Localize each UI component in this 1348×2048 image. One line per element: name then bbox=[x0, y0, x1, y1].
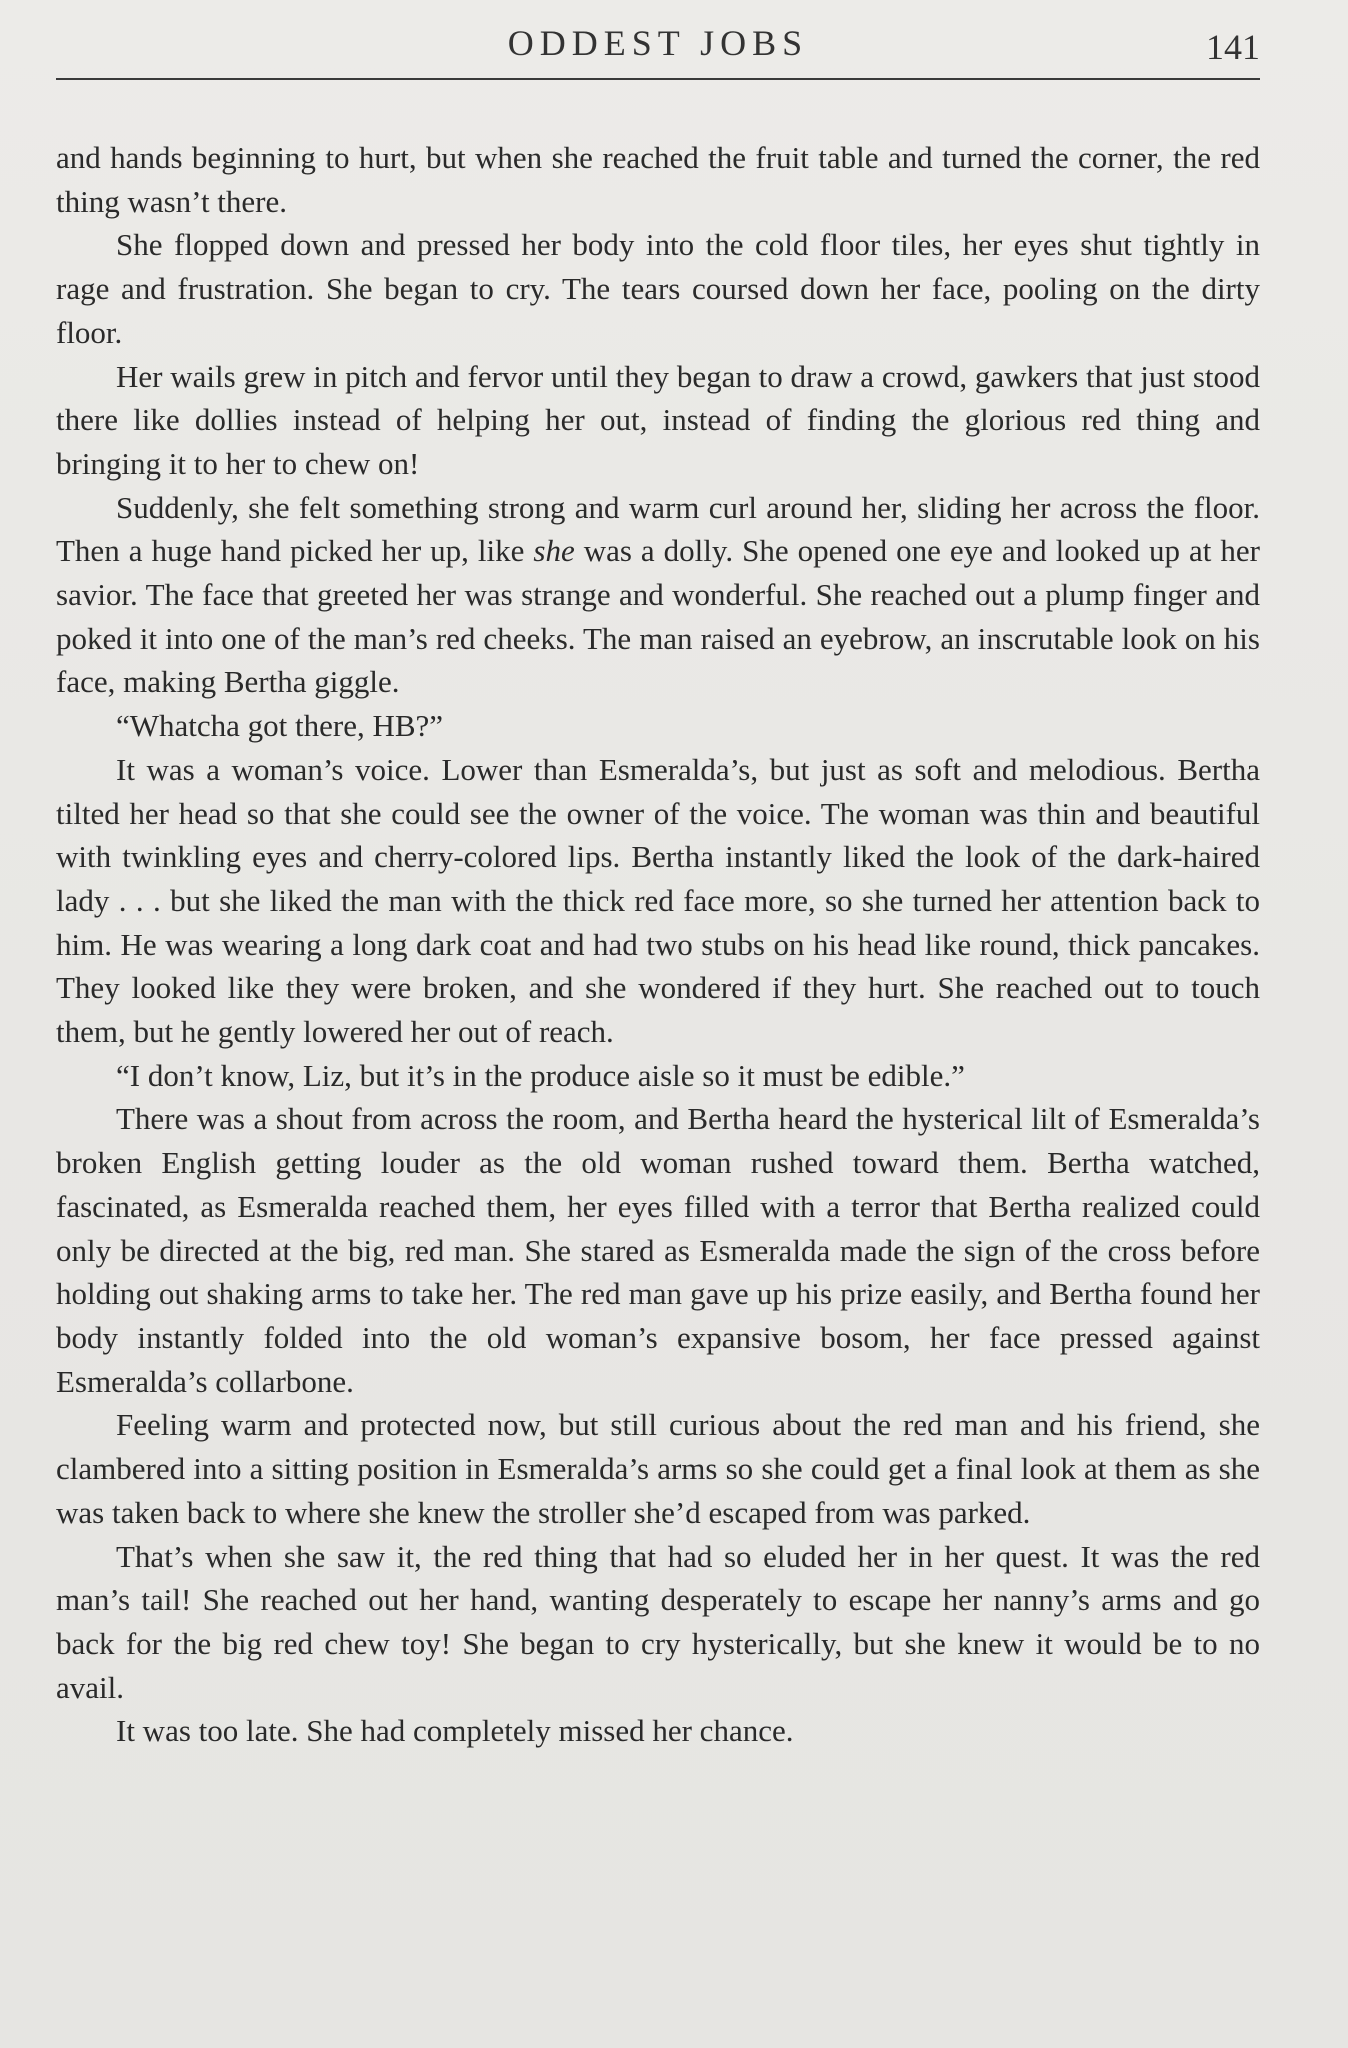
header-rule bbox=[56, 78, 1260, 80]
body-text bbox=[56, 136, 1260, 1753]
paragraph: It was too late. She had completely missed her chance. bbox=[116, 1713, 794, 1749]
paragraph: and hands beginning to hurt, but when she reached the fruit table and turned the corner, the red thing wasn’t there. bbox=[56, 140, 1260, 219]
paragraph: That’s when she saw it, the red thing that had so eluded her in her quest. It was the red man’s tail! She reached out her hand, wanting desperately to escape her nanny’s arms and go back for the big red chew toy! She began to cry hysterically, but she knew it would be to no avail. bbox=[56, 1538, 1260, 1705]
paragraph: Feeling warm and protected now, but still curious about the red man and his friend, she clambered into a sitting position in Esmeralda’s arms so she could get a final look at them as she was taken back to where she knew the stroller she’d escaped from was parked. bbox=[56, 1407, 1260, 1530]
running-head: ODDEST JOBS bbox=[507, 23, 809, 63]
paragraph: “Whatcha got there, HB?” bbox=[116, 708, 444, 744]
paragraph: There was a shout from across the room, and Bertha heard the hysterical lilt of Esmeralda’s broken English getting louder as the old woman rushed toward them. Bertha watched, fascinated, as Esmeralda reached them, her eyes filled with a terror that Bertha realized could only be directed at the big, red man. She stared as Esmeralda made the sign of the cross before holding out shaking arms to take her. The red man gave up his prize easily, and Bertha found her body instantly folded into the old woman’s expansive bosom, her face pressed against Esmeralda’s collarbone. bbox=[56, 1101, 1260, 1399]
paragraph: Her wails grew in pitch and fervor until they began to draw a crowd, gawkers that just stood there like dollies instead of helping her out, instead of finding the glorious red thing and bringing it to her to chew on! bbox=[56, 358, 1260, 481]
page-number: 141 bbox=[1206, 27, 1260, 67]
paragraph: She flopped down and pressed her body into the cold floor tiles, her eyes shut tightly in rage and frustration. She began to cry. The tears coursed down her face, pooling on the dirty floor. bbox=[56, 227, 1260, 350]
paragraph: “I don’t know, Liz, but it’s in the produce aisle so it must be edible.” bbox=[116, 1057, 965, 1093]
paragraph: Suddenly, she felt something strong and warm curl around her, sliding her across the floor. Then a huge hand picked her up, like she was a dolly. She opened one eye and looked up at her savior. The face that greeted her was strange and wonderful. She reached out a plump finger and poked it into one of the man’s red cheeks. The man raised an eyebrow, an inscrutable look on his face, making Bertha giggle. bbox=[56, 489, 1260, 700]
paragraph: It was a woman’s voice. Lower than Esmeralda’s, but just as soft and melodious. Bertha tilted her head so that she could see the owner of the voice. The woman was thin and beautiful with twinkling eyes and cherry-colored lips. Bertha instantly liked the look of the dark-haired lady . . . but she liked the man with the thick red face more, so she turned her attention back to him. He was wearing a long dark coat and had two stubs on his head like round, thick pancakes. They looked like they were broken, and she wondered if they hurt. She reached out to touch them, but he gently lowered her out of reach. bbox=[56, 751, 1260, 1050]
page-header bbox=[56, 14, 1260, 76]
